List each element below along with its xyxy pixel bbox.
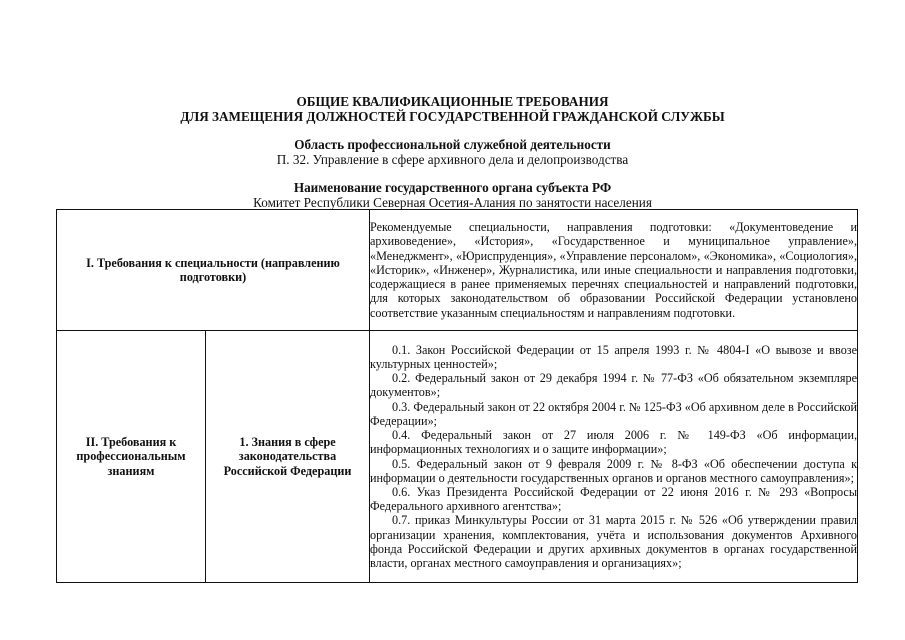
activity-area-value: П. 32. Управление в сфере архивного дела и делопроизводства xyxy=(276,152,629,167)
organ-name-label: Наименование государственного органа субъекта РФ xyxy=(293,180,612,195)
knowledge-requirements-row xyxy=(57,331,858,583)
legislation-knowledge-subheader: 1. Знания в сфере законодательства Российской Федерации xyxy=(206,331,370,583)
law-item: 0.2. Федеральный закон от 29 декабря 1994 г. № 77-ФЗ «Об обязательном экземпляре документов»; xyxy=(370,371,858,400)
legislation-list xyxy=(370,331,858,583)
specialty-requirements-text: Рекомендуемые специальности, направления подготовки: «Документоведение и архивоведение», «История», «Государственное и муниципальное управление», «Менеджмент», «Юриспруденция», «Управление персоналом», «Экономика», «Социология», «Историк», «Инженер», Журналистика, или иные специальности и направления подготовки, содержащиеся в ранее применяемых перечнях специальностей и направлений подготовки, для которых законодательством об образовании Российской Федерации установлено соответствие указанным специальностям и направлениям подготовки. xyxy=(370,210,858,331)
law-item: 0.3. Федеральный закон от 22 октября 2004 г. № 125-ФЗ «Об архивном деле в Российской Федерации»; xyxy=(370,399,858,428)
document-title-line-2: ДЛЯ ЗАМЕЩЕНИЯ ДОЛЖНОСТЕЙ ГОСУДАРСТВЕННОЙ ГРАЖДАНСКОЙ СЛУЖБЫ xyxy=(180,109,725,124)
law-item: 0.6. Указ Президента Российской Федерации от 22 июня 2016 г. № 293 «Вопросы Федерального архивного агентства»; xyxy=(370,484,858,514)
law-item: 0.7. приказ Минкультуры России от 31 марта 2015 г. № 526 «Об утверждении правил организации хранения, комплектования, учёта и использования документов Архивного фонда Российской Федерации и других архивных документов в органах государственной власти, органах местного самоуправления и организациях»; xyxy=(370,513,858,570)
specialty-requirements-header: I. Требования к специальности (направлению подготовки) xyxy=(57,210,370,331)
requirements-table xyxy=(56,209,858,583)
law-item: 0.4. Федеральный закон от 27 июля 2006 г. № 149-ФЗ «Об информации, информационных технологиях и о защите информации»; xyxy=(370,428,858,457)
activity-area-label: Область профессиональной служебной деятельности xyxy=(294,137,611,152)
law-item: 0.5. Федеральный закон от 9 февраля 2009 г. № 8-ФЗ «Об обеспечении доступа к информации о деятельности государственных органов и органов местного самоуправления»; xyxy=(370,456,858,485)
organ-name-value: Комитет Республики Северная Осетия-Алания по занятости населения xyxy=(253,195,652,210)
knowledge-requirements-header: II. Требования к профессиональным знаниям xyxy=(57,331,206,583)
specialty-requirements-row xyxy=(57,210,858,331)
law-item: 0.1. Закон Российской Федерации от 15 апреля 1993 г. № 4804-I «О вывозе и ввозе культурных ценностей»; xyxy=(370,342,858,372)
document-title-line-1: ОБЩИЕ КВАЛИФИКАЦИОННЫЕ ТРЕБОВАНИЯ xyxy=(296,94,609,109)
